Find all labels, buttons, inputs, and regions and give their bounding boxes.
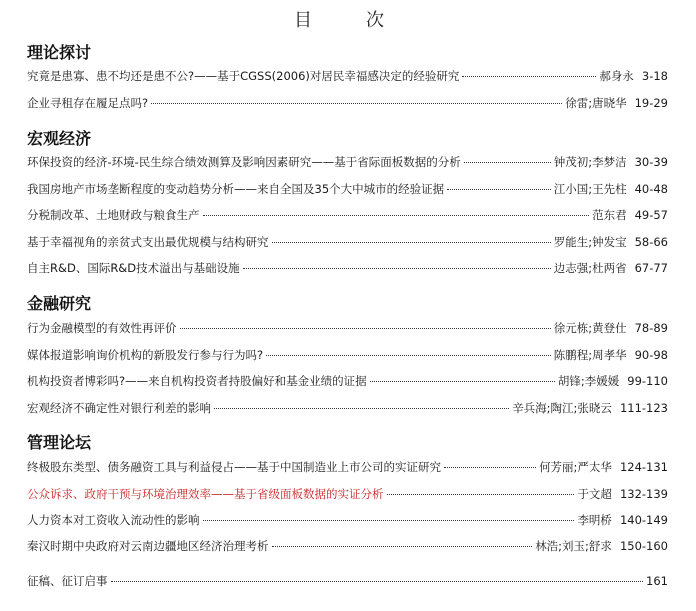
entry-title[interactable]: 行为金融模型的有效性再评价: [27, 321, 177, 335]
toc-entry[interactable]: [27, 537, 668, 555]
toc-entry[interactable]: [27, 180, 668, 198]
toc-entry[interactable]: [27, 511, 668, 529]
leader-dots: [151, 103, 562, 104]
toc-entry[interactable]: [27, 94, 668, 112]
entry-title[interactable]: 基于幸福视角的亲贫式支出最优规模与结构研究: [27, 235, 269, 249]
leader-dots: [203, 520, 575, 521]
leader-dots: [464, 162, 551, 163]
entry-pages: 40-48: [634, 182, 668, 196]
entry-authors: 徐元栋;黄登仕: [553, 321, 627, 335]
leader-dots: [370, 381, 555, 382]
entry-title[interactable]: 分税制改革、土地财政与粮食生产: [27, 208, 200, 222]
entry-pages: 111-123: [619, 401, 668, 415]
toc-entry[interactable]: [27, 372, 668, 390]
entry-authors: 胡锋;李媛媛: [557, 374, 620, 388]
entry-pages: 67-77: [634, 261, 668, 275]
leader-dots: [180, 328, 551, 329]
entry-title[interactable]: 征稿、征订启事: [27, 574, 108, 588]
entry-title[interactable]: 环保投资的经济-环境-民生综合绩效测算及影响因素研究——基于省际面板数据的分析: [27, 155, 461, 169]
section-heading-finance: 金融研究: [27, 294, 92, 313]
entry-pages: 49-57: [634, 208, 668, 222]
page-title: 目 次: [294, 10, 402, 31]
entry-authors: 李明桥: [577, 513, 612, 527]
entry-pages: 3-18: [641, 69, 668, 83]
leader-dots: [272, 546, 533, 547]
section-heading-management: 管理论坛: [27, 433, 92, 452]
entry-pages: 99-110: [627, 374, 668, 388]
entry-authors: 林浩;刘玉;舒求: [535, 539, 612, 553]
leader-dots: [462, 76, 596, 77]
entry-authors: 郝身永: [599, 69, 634, 83]
entry-authors: 钟茂初;李梦洁: [553, 155, 627, 169]
entry-pages: 140-149: [619, 513, 668, 527]
entry-authors: 陈鹏程;周孝华: [553, 348, 627, 362]
entry-title[interactable]: 终极股东类型、债务融资工具与利益侵占——基于中国制造业上市公司的实证研究: [27, 460, 441, 474]
entry-pages: 90-98: [634, 348, 668, 362]
entry-pages: 58-66: [634, 235, 668, 249]
leader-dots: [243, 268, 551, 269]
leader-dots: [214, 408, 509, 409]
entry-authors: 边志强;杜两省: [553, 261, 627, 275]
toc-entry-highlighted[interactable]: [27, 485, 668, 503]
entry-pages: 78-89: [634, 321, 668, 335]
entry-pages: 124-131: [619, 460, 668, 474]
toc-entry[interactable]: [27, 153, 668, 171]
section-heading-theory: 理论探讨: [27, 43, 92, 62]
entry-title[interactable]: 秦汉时期中央政府对云南边疆地区经济治理考析: [27, 539, 269, 553]
toc-entry[interactable]: [27, 319, 668, 337]
entry-title[interactable]: 企业寻租存在履足点吗?: [27, 96, 149, 110]
entry-title[interactable]: 媒体报道影响询价机构的新股发行参与行为吗?: [27, 348, 264, 362]
entry-authors: 于文超: [577, 487, 612, 501]
entry-pages: 30-39: [634, 155, 668, 169]
entry-title[interactable]: 我国房地产市场垄断程度的变动趋势分析——来自全国及35个大中城市的经验证据: [27, 182, 445, 196]
entry-title[interactable]: 自主R&D、国际R&D技术溢出与基础设施: [27, 261, 240, 275]
section-heading-macro: 宏观经济: [27, 129, 92, 148]
leader-dots: [444, 467, 536, 468]
toc-entry[interactable]: [27, 67, 668, 85]
leader-dots: [447, 189, 551, 190]
entry-title[interactable]: 机构投资者博彩吗?——来自机构投资者持股偏好和基金业绩的证据: [27, 374, 367, 388]
leader-dots: [272, 242, 551, 243]
entry-pages: 150-160: [619, 539, 668, 553]
toc-entry[interactable]: [27, 233, 668, 251]
toc-entry[interactable]: [27, 399, 668, 417]
entry-title[interactable]: 宏观经济不确定性对银行利差的影响: [27, 401, 211, 415]
entry-title[interactable]: 究竟是患寡、患不均还是患不公?——基于CGSS(2006)对居民幸福感决定的经验研究: [27, 69, 460, 83]
leader-dots: [387, 494, 575, 495]
toc-entry[interactable]: [27, 458, 668, 476]
entry-authors: 范东君: [592, 208, 627, 222]
toc-entry[interactable]: [27, 206, 668, 224]
entry-authors: 徐雷;唐晓华: [565, 96, 627, 110]
entry-authors: 辛兵海;陶江;张晓云: [512, 401, 612, 415]
entry-authors: 江小国;王先柱: [553, 182, 627, 196]
entry-title[interactable]: 人力资本对工资收入流动性的影响: [27, 513, 200, 527]
toc-entry[interactable]: [27, 259, 668, 277]
entry-authors: 何芳丽;严太华: [539, 460, 612, 474]
entry-pages: 19-29: [634, 96, 668, 110]
entry-pages: 132-139: [619, 487, 668, 501]
leader-dots: [203, 215, 590, 216]
leader-dots: [266, 355, 551, 356]
toc-entry-notice[interactable]: [27, 572, 668, 590]
entry-pages: 161: [646, 574, 668, 588]
entry-title[interactable]: 公众诉求、政府干预与环境治理效率——基于省级面板数据的实证分析: [27, 487, 384, 501]
entry-authors: 罗能生;钟发宝: [553, 235, 627, 249]
toc-entry[interactable]: [27, 346, 668, 364]
leader-dots: [111, 581, 644, 582]
